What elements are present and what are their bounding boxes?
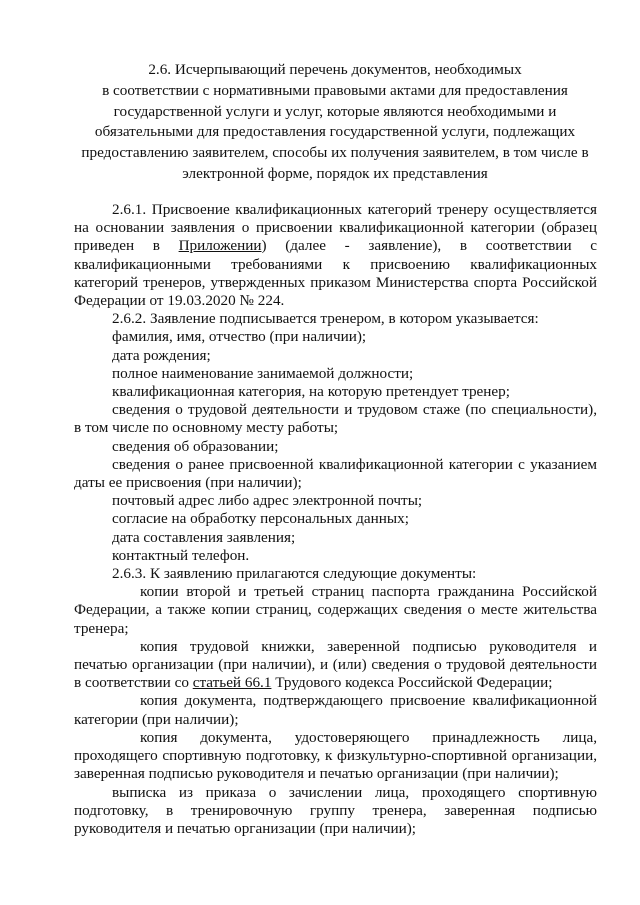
list-item: копия документа, удостоверяющего принадлежность лица, проходящего спортивную подготовку, к физкультурно-спортивной организации, заверенная подписью руководителя и печатью организации (при наличии);: [74, 728, 597, 783]
paragraph-text: Трудового кодекса Российской Федерации;: [271, 674, 553, 692]
labor-code-article-link[interactable]: статьей 66.1: [192, 674, 272, 692]
heading-line: 2.6. Исчерпывающий перечень документов, необходимых: [148, 61, 522, 78]
list-item: дата рождения;: [112, 346, 211, 364]
heading-line: обязательными для предоставления государственной услуги, подлежащих: [94, 123, 576, 141]
section-heading: [70, 60, 600, 185]
list-item: сведения о трудовой деятельности и трудовом стаже (по специальности), в том числе по основному месту работы;: [74, 401, 597, 437]
list-item: выписка из приказа о зачислении лица, проходящего спортивную подготовку, в тренировочную группу тренера, заверенная подписью руководителя и печатью организации (при наличии);: [74, 783, 597, 837]
list-item: дата составления заявления;: [112, 528, 296, 546]
list-item: полное наименование занимаемой должности;: [112, 364, 414, 382]
list-item: контактный телефон.: [112, 546, 250, 564]
heading-line: в соответствии с нормативными правовыми актами для предоставления: [102, 81, 568, 99]
list-item: копии второй и третьей страниц паспорта гражданина Российской Федерации, а также копии страниц, содержащих сведения о месте жительства тренера;: [74, 583, 597, 637]
document-body: [74, 201, 597, 838]
paragraph-text: копия трудовой книжки, заверенной подписью руководителя и печатью организации (при наличии), и (или) сведения о трудовой деятельности в соответствии со: [74, 637, 597, 692]
list-item: согласие на обработку персональных данных;: [112, 510, 409, 528]
paragraph-2-6-2: 2.6.2. Заявление подписывается тренером, в котором указывается:: [112, 310, 539, 328]
list-item: квалификационная категория, на которую претендует тренер;: [112, 383, 510, 401]
paragraph-text: 2.6.1. Присвоение квалификационных категорий тренеру осуществляется на основании заявления о присвоении квалификационной категории (образец приведен в: [74, 201, 597, 255]
list-item: почтовый адрес либо адрес электронной почты;: [112, 492, 423, 510]
list-item: сведения о ранее присвоенной квалификационной категории с указанием даты ее присвоения (при наличии);: [74, 455, 597, 492]
paragraph-2-6-1: [74, 201, 597, 310]
appendix-link[interactable]: Приложении: [178, 237, 262, 255]
list-item: копия документа, подтверждающего присвоение квалификационной категории (при наличии);: [74, 692, 597, 728]
heading-line: предоставлению заявителем, способы их получения заявителем, в том числе в: [81, 144, 589, 162]
list-item: [74, 638, 597, 693]
paragraph-text: ) (далее - заявление), в соответствии с квалификационными требованиями к присвоению квалификационных категорий тренеров, утвержденных приказом Министерства спорта Российской Федерации от 19.03.2020 № 224.: [74, 237, 597, 310]
heading-line: государственной услуги и услуг, которые являются необходимыми и: [113, 102, 557, 120]
list-item: фамилия, имя, отчество (при наличии);: [112, 328, 367, 346]
paragraph-2-6-3: 2.6.3. К заявлению прилагаются следующие документы:: [112, 565, 477, 583]
list-item: сведения об образовании;: [112, 437, 279, 455]
heading-line: электронной форме, порядок их представления: [182, 164, 488, 182]
